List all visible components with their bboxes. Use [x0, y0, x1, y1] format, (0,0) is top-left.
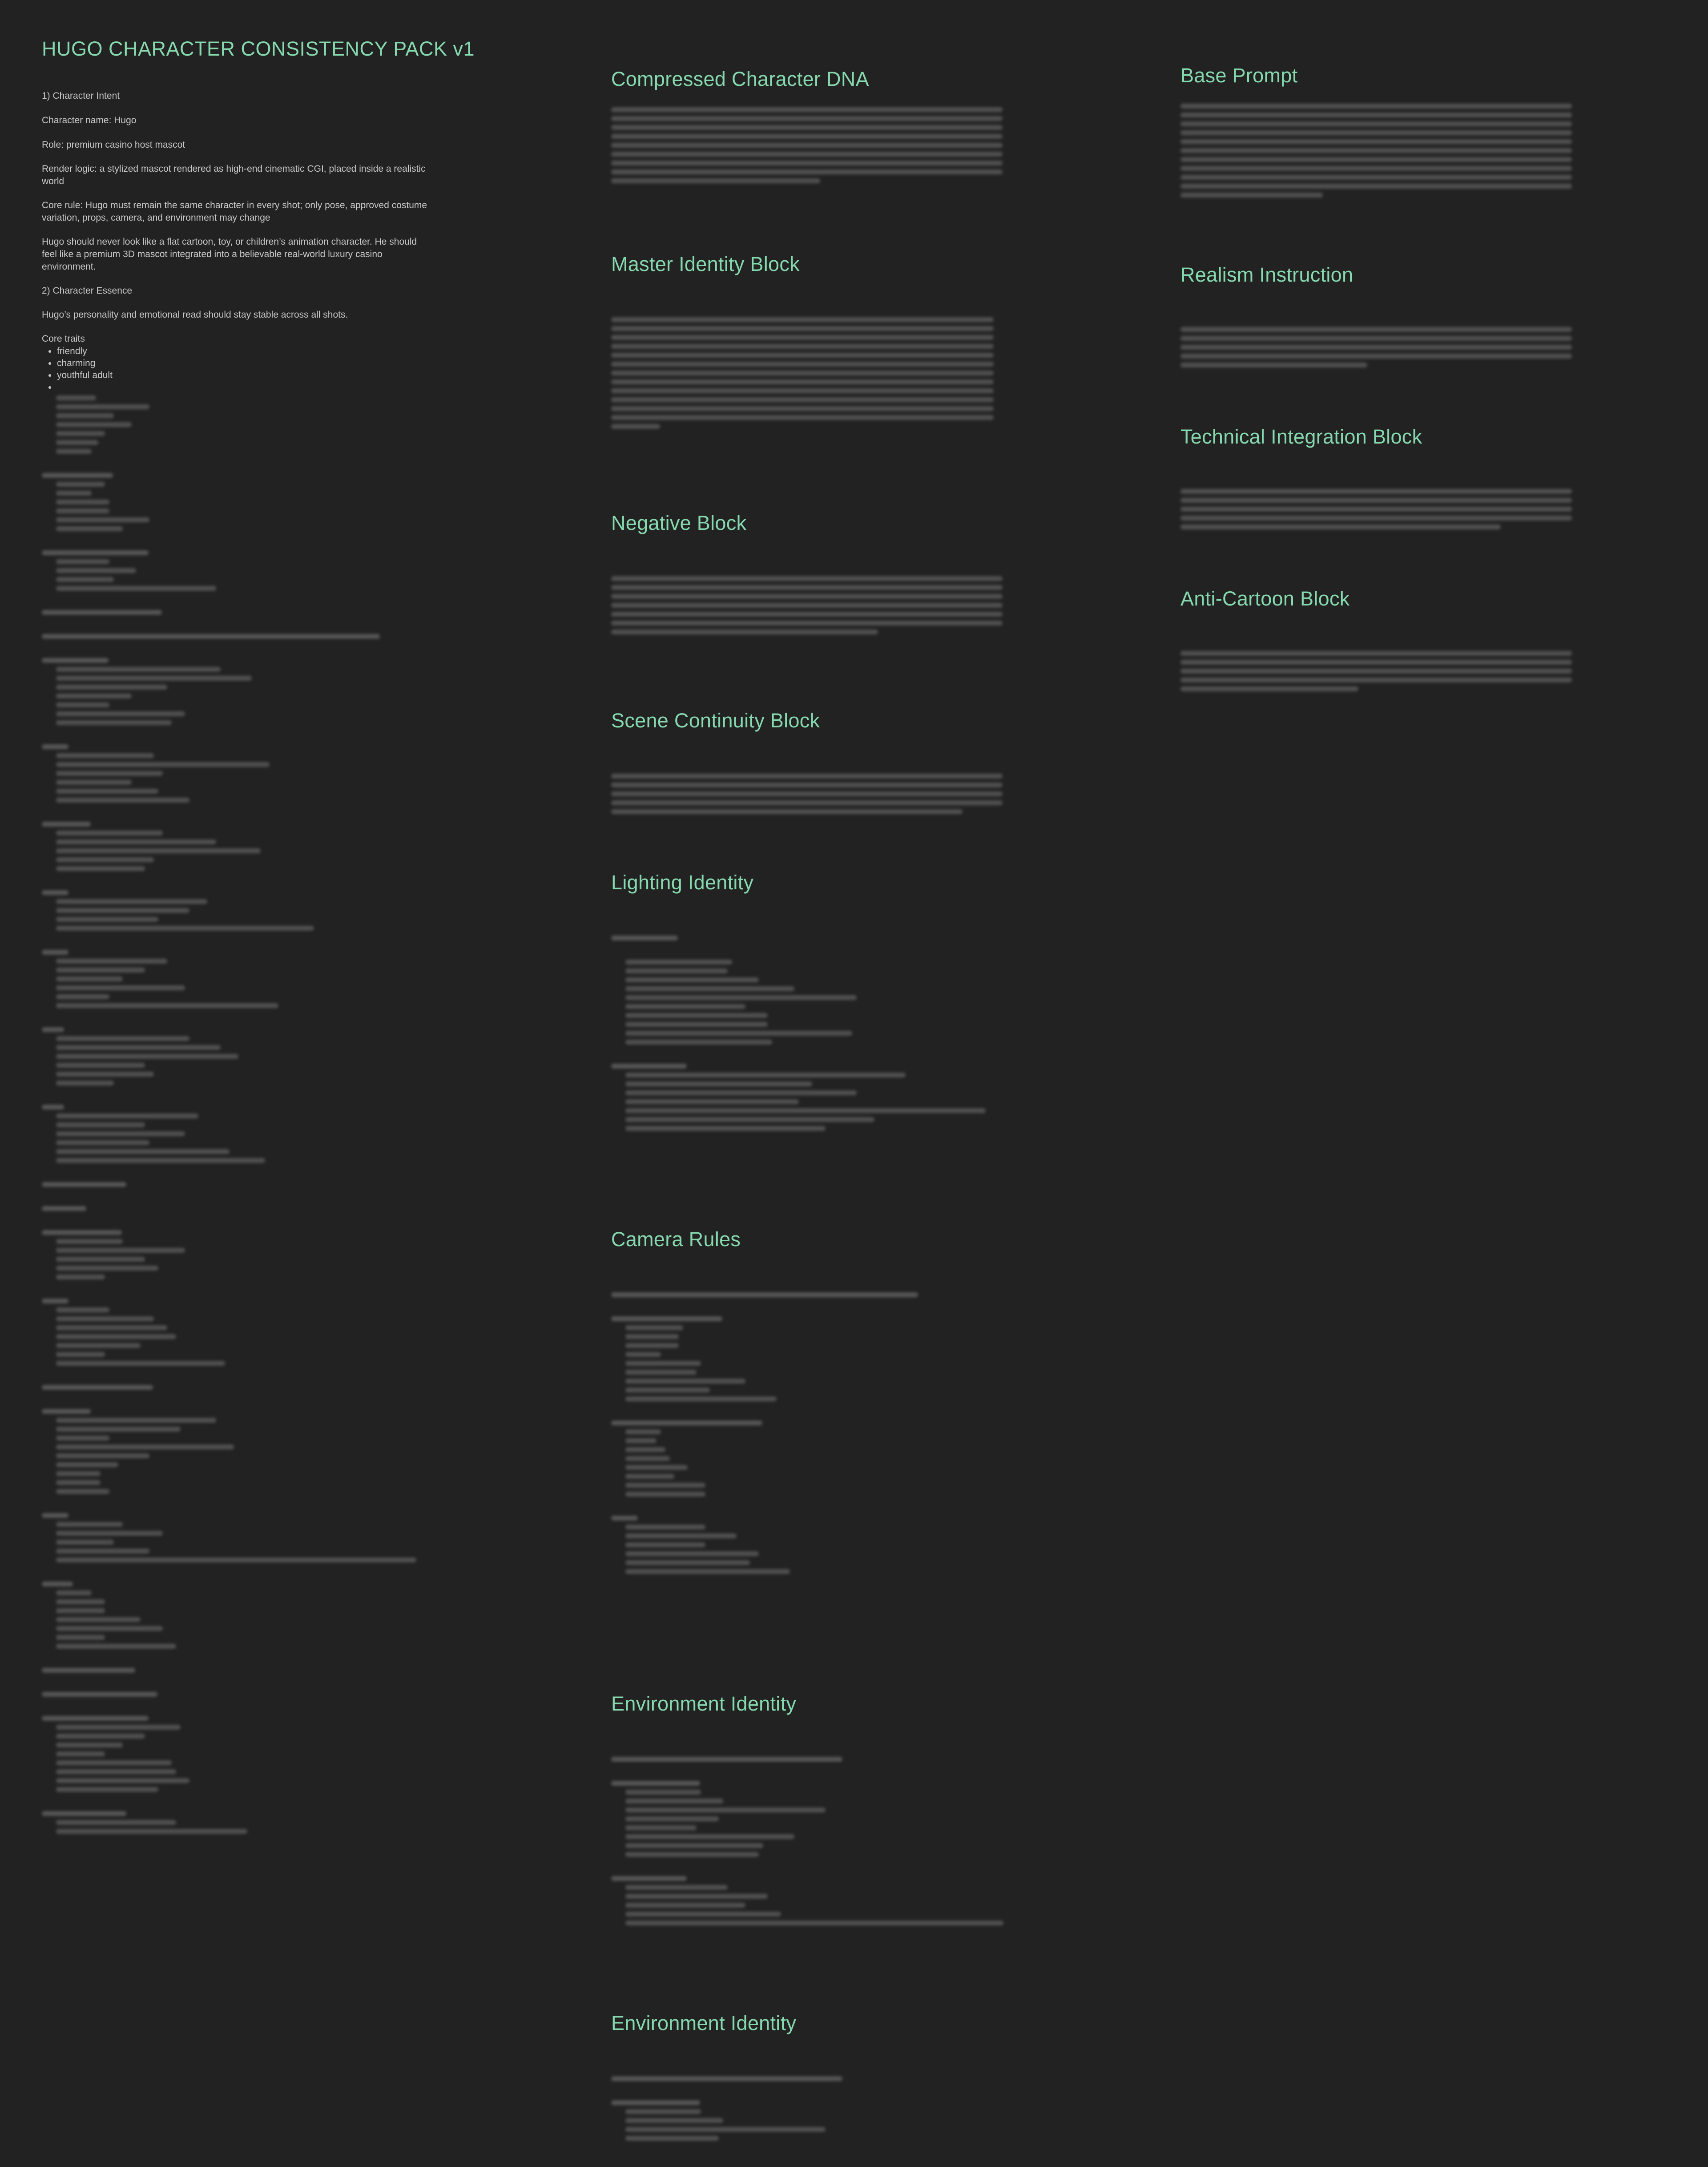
list-item: • friendly [57, 345, 113, 357]
section-heading: Anti-Cartoon Block [1180, 587, 1350, 610]
character-essence-heading: 2) Character Essence [42, 286, 133, 296]
core-traits-label: Core traits [42, 334, 85, 344]
section-heading: Master Identity Block [611, 253, 800, 275]
technical-integration-body [1180, 485, 1581, 533]
lighting-identity-body [611, 932, 1011, 1134]
left-blurred-content [42, 391, 442, 1837]
section-heading: Environment Identity [611, 2012, 797, 2034]
core-rule-line: Core rule: Hugo must remain the same character in every shot; only pose, approved costume variation, props, camera, and environment may change [42, 200, 427, 223]
compressed-dna-body [611, 103, 1011, 187]
document-title: HUGO CHARACTER CONSISTENCY PACK v1 [42, 37, 475, 60]
list-item: • youthful adult [57, 369, 113, 381]
anti-cartoon-body [1180, 647, 1581, 695]
environment-identity-body-1 [611, 1753, 1011, 1929]
render-logic-line: Render logic: a stylized mascot rendered as high-end cinematic CGI, placed inside a realistic world [42, 164, 426, 186]
master-identity-body [611, 313, 1011, 432]
section-heading: Base Prompt [1180, 64, 1298, 87]
section-heading: Compressed Character DNA [611, 68, 869, 90]
negative-block-body [611, 572, 1011, 638]
never-flat-paragraph: Hugo should never look like a flat cartoon, toy, or children’s animation character. He should feel like a premium 3D mascot integrated into a believable real-world luxury casino environment. [42, 237, 417, 272]
section-heading: Realism Instruction [1180, 263, 1354, 286]
environment-identity-body-2 [611, 2072, 1011, 2144]
realism-instruction-body [1180, 323, 1581, 371]
core-traits-list [42, 345, 113, 393]
section-heading: Technical Integration Block [1180, 425, 1422, 448]
section-heading: Lighting Identity [611, 871, 754, 894]
character-name-line: Character name: Hugo [42, 115, 137, 125]
section-heading: Scene Continuity Block [611, 709, 820, 732]
character-intent-heading: 1) Character Intent [42, 91, 120, 101]
role-line: Role: premium casino host mascot [42, 140, 185, 150]
section-heading: Camera Rules [611, 1228, 741, 1251]
camera-rules-body [611, 1288, 1011, 1578]
section-heading: Negative Block [611, 512, 747, 534]
character-essence-intro: Hugo’s personality and emotional read should stay stable across all shots. [42, 310, 348, 320]
scene-continuity-body [611, 770, 1011, 818]
section-heading: Environment Identity [611, 1692, 797, 1715]
list-item: • charming [57, 357, 113, 369]
base-prompt-body [1180, 100, 1581, 201]
